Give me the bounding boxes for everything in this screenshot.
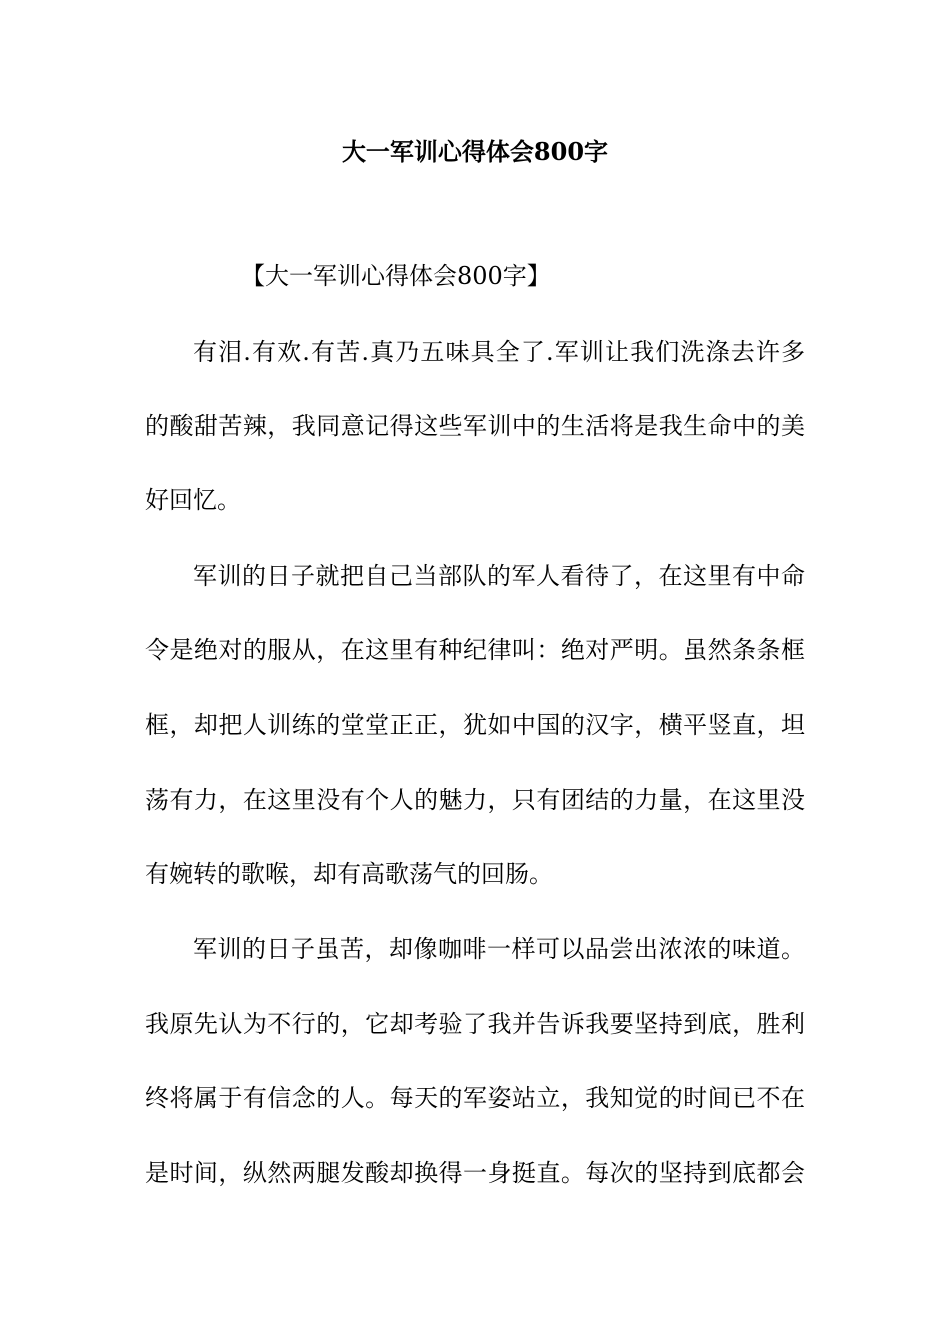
text-line: 军训的日子虽苦，却像咖啡一样可以品尝出浓浓的味道。	[193, 935, 805, 963]
text-line: 终将属于有信念的人。每天的军姿站立，我知觉的时间已不在	[145, 1084, 805, 1112]
text-line: 框，却把人训练的堂堂正正，犹如中国的汉字，横平竖直，坦	[145, 711, 805, 739]
text-line: 荡有力，在这里没有个人的魅力，只有团结的力量，在这里没	[145, 786, 805, 814]
text-line: 是时间，纵然两腿发酸却换得一身挺直。每次的坚持到底都会	[145, 1159, 805, 1187]
text-line: 令是绝对的服从，在这里有种纪律叫：绝对严明。虽然条条框	[145, 636, 805, 664]
text-line: 军训的日子就把自己当部队的军人看待了，在这里有中命	[193, 562, 805, 590]
text-line: 有泪.有欢.有苦.真乃五味具全了.军训让我们洗涤去许多	[193, 338, 805, 366]
text-line: 我原先认为不行的，它却考验了我并告诉我要坚持到底，胜利	[145, 1010, 805, 1038]
text-line: 的酸甜苦辣，我同意记得这些军训中的生活将是我生命中的美	[145, 412, 805, 440]
section-heading: 【大一军训心得体会800字】	[241, 262, 551, 290]
text-line: 有婉转的歌喉，却有高歌荡气的回肠。	[145, 860, 553, 888]
document-title: 大一军训心得体会800字	[341, 137, 609, 166]
text-line: 好回忆。	[145, 486, 241, 514]
